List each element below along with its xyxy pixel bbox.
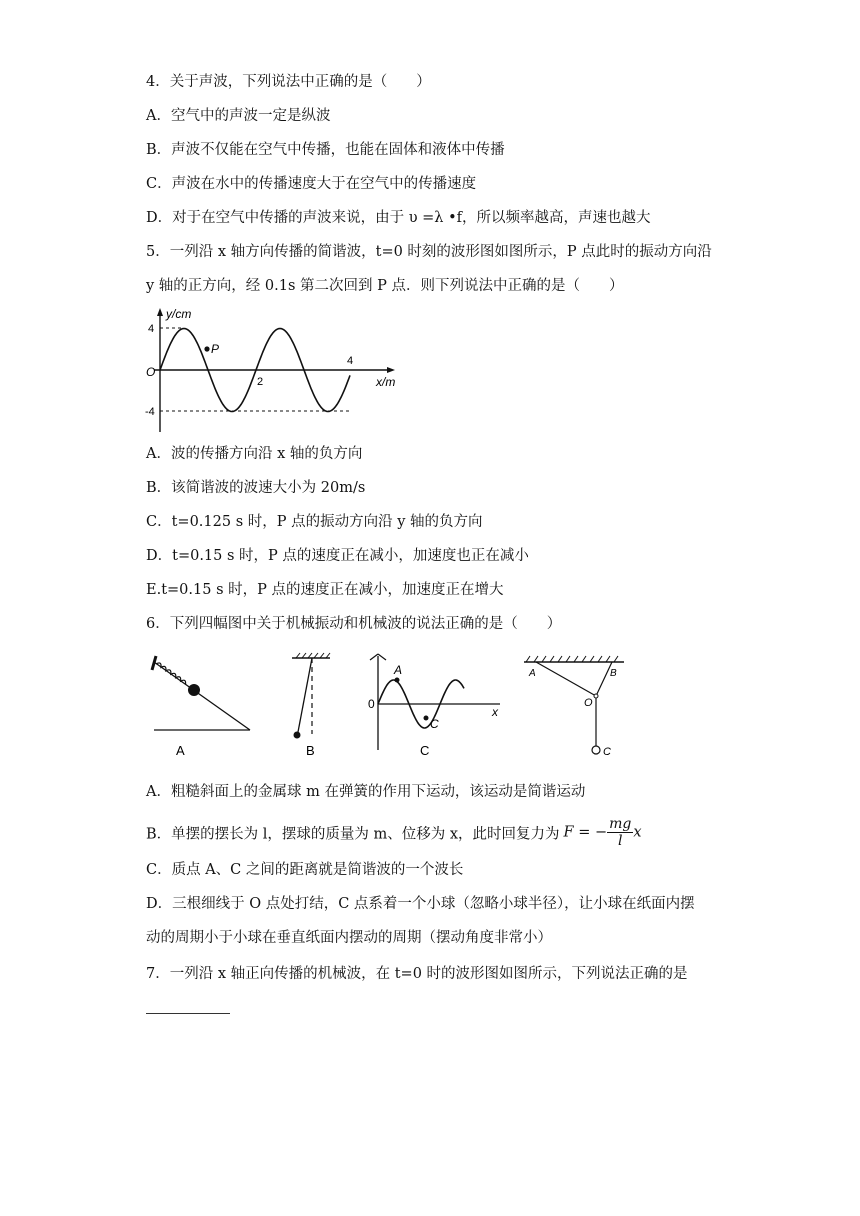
q5-xlabel: x/m <box>376 375 396 389</box>
q4-stem: 4．关于声波，下列说法中正确的是（ ） <box>146 74 431 90</box>
q5-tick-x-4: 4 <box>347 355 354 367</box>
q4-option-a: A．空气中的声波一定是纵波 <box>146 108 331 124</box>
q5-option-c: C．t=0.125 s 时，P 点的振动方向沿 y 轴的负方向 <box>146 514 483 530</box>
formula-rhs: x <box>633 824 642 841</box>
q6-origin: 0 <box>368 697 375 711</box>
q6-option-c: C．质点 A、C 之间的距离就是简谐波的一个波长 <box>146 862 464 878</box>
q5-option-d: D．t=0.15 s 时，P 点的速度正在减小，加速度也正在减小 <box>146 548 529 564</box>
formula-lhs: F = − <box>563 824 608 841</box>
q5-p-label: P <box>211 342 220 356</box>
ball-icon <box>592 746 600 754</box>
q6-d-label-o: O <box>584 697 593 709</box>
pendulum-bob-icon <box>294 732 301 739</box>
q5-tick-y-neg: -4 <box>145 406 155 418</box>
q5-option-a: A．波的传播方向沿 x 轴的负方向 <box>146 446 363 462</box>
q6-point-c <box>424 716 429 721</box>
q5-option-e: E.t=0.15 s 时，P 点的速度正在减小，加速度正在增大 <box>146 582 504 598</box>
q6-figure-c <box>360 650 510 760</box>
q5-stem-line2: y 轴的正方向，经 0.1s 第二次回到 P 点．则下列说法中正确的是（ ） <box>146 278 624 294</box>
q5-wave-figure <box>140 306 400 436</box>
q6-d-label-b: B <box>610 668 617 679</box>
q6-label-a: A <box>394 663 403 677</box>
q6-fig-c-label: C <box>420 743 430 758</box>
formula-denominator: l <box>618 833 623 849</box>
q5-origin: O <box>146 365 156 379</box>
q4-option-c: C．声波在水中的传播速度大于在空气中的传播速度 <box>146 176 477 192</box>
q4-option-b: B．声波不仅能在空气中传播，也能在固体和液体中传播 <box>146 142 505 158</box>
q6-figure-b <box>284 652 344 760</box>
q7-stem: 7．一列沿 x 轴正向传播的机械波，在 t=0 时的波形图如图所示，下列说法正确的是 <box>146 966 688 982</box>
q5-tick-x-2: 2 <box>257 376 264 388</box>
ball-icon <box>188 684 200 696</box>
q6-option-b <box>146 818 642 851</box>
q6-option-a: A．粗糙斜面上的金属球 m 在弹簧的作用下运动，该运动是简谐运动 <box>146 784 586 800</box>
q6-d-label-a: A <box>529 668 536 679</box>
restoring-force-formula <box>564 816 642 849</box>
q4-option-d: D．对于在空气中传播的声波来说，由于 υ =λ •f，所以频率越高，声速也越大 <box>146 210 651 226</box>
q6-x-label: x <box>492 705 498 719</box>
q5-tick-y-pos: 4 <box>148 323 155 335</box>
q5-ylabel: y/cm <box>166 307 192 321</box>
q6-option-b-text: B．单摆的摆长为 l，摆球的质量为 m、位移为 x，此时回复力为 <box>146 826 560 843</box>
q6-fig-a-label: A <box>176 743 185 758</box>
formula-numerator: mg <box>609 816 632 832</box>
q6-figure-a <box>144 652 256 760</box>
q6-option-d-line2: 动的周期小于小球在垂直纸面内摆动的周期（摆动角度非常小） <box>146 930 552 946</box>
spring-icon <box>156 662 187 685</box>
q6-point-a <box>395 678 400 683</box>
q5-stem-line1: 5．一列沿 x 轴方向传播的简谐波，t=0 时刻的波形图如图所示，P 点此时的振动方向沿 <box>146 244 712 260</box>
q5-point-p <box>204 346 209 351</box>
footnote-divider <box>146 1013 230 1014</box>
q5-option-b: B．该简谐波的波速大小为 20m/s <box>146 480 366 496</box>
q6-fig-b-label: B <box>306 743 315 758</box>
q6-option-d-line1: D．三根细线于 O 点处打结，C 点系着一个小球（忽略小球半径），让小球在纸面内摆 <box>146 896 695 912</box>
q6-figure-d <box>520 654 630 760</box>
q6-d-label-c: C <box>603 746 611 758</box>
q6-label-c: C <box>430 717 439 731</box>
q6-stem: 6．下列四幅图中关于机械振动和机械波的说法正确的是（ ） <box>146 616 562 632</box>
